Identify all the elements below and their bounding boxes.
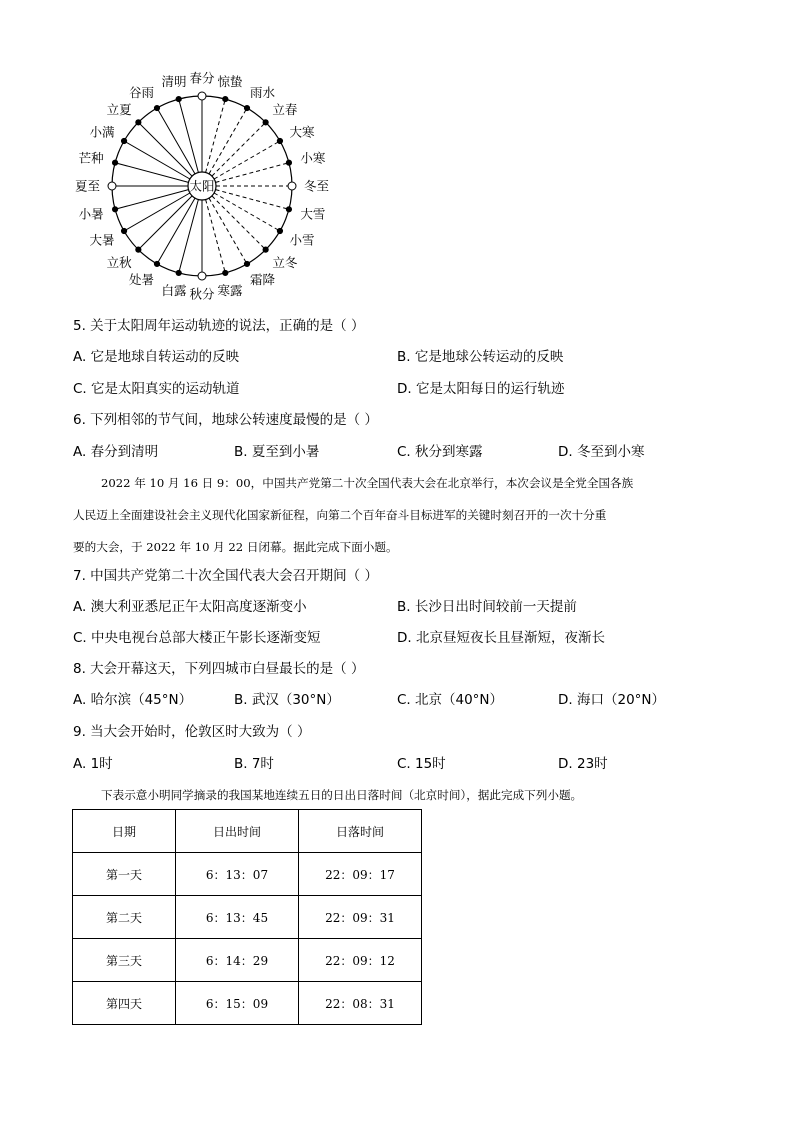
table-cell-sunset: 22：08：31 [299, 982, 422, 1025]
sun-ray-line [138, 122, 192, 176]
question-8-option-d[interactable]: D. 海口（20°N） [558, 692, 666, 708]
table-header-sunrise: 日出时间 [176, 810, 299, 853]
term-marker [112, 160, 117, 165]
passage-line-1: 2022 年 10 月 16 日 9：00，中国共产党第二十次全国代表大会在北京举行，本次会议是全党全国各族 [101, 476, 634, 490]
sun-ray-line [124, 141, 190, 179]
question-9-option-a[interactable]: A. 1时 [73, 756, 113, 772]
solar-term-label: 白露 [161, 282, 187, 298]
question-9-option-b[interactable]: B. 7时 [234, 756, 274, 772]
solar-term-label: 立秋 [106, 254, 132, 270]
sun-ray-line [212, 196, 266, 250]
table-cell-day: 第一天 [73, 853, 176, 896]
term-marker [121, 228, 126, 233]
term-marker [176, 96, 181, 101]
solar-term-label: 秋分 [189, 286, 215, 302]
term-marker [263, 247, 268, 252]
term-marker [286, 160, 291, 165]
term-marker [223, 270, 228, 275]
table-cell-sunrise: 6：13：07 [176, 853, 299, 896]
term-marker [263, 120, 268, 125]
sun-ray-line [212, 122, 266, 176]
sun-ray-line [115, 163, 188, 183]
solar-term-label: 小暑 [78, 206, 104, 222]
solar-term-label: 冬至 [304, 178, 330, 194]
table-cell-day: 第二天 [73, 896, 176, 939]
question-9-stem: 9. 当大会开始时，伦敦区时大致为（ ） [73, 724, 311, 740]
solar-term-label: 霜降 [250, 272, 276, 288]
solar-term-label: 小满 [89, 124, 115, 140]
sun-ray-line [206, 99, 226, 172]
solar-term-label: 谷雨 [128, 84, 154, 100]
term-marker [244, 105, 249, 110]
question-7-option-d[interactable]: D. 北京昼短夜长且昼渐短，夜渐长 [397, 630, 605, 646]
solar-term-label: 寒露 [217, 282, 243, 298]
question-8-option-c[interactable]: C. 北京（40°N） [397, 692, 504, 708]
term-marker [244, 261, 249, 266]
question-6-option-a[interactable]: A. 春分到清明 [73, 444, 159, 460]
sun-ray-line [138, 196, 192, 250]
passage-line-3: 要的大会，于 2022 年 10 月 22 日闭幕。据此完成下面小题。 [73, 540, 398, 554]
table-cell-sunrise: 6：15：09 [176, 982, 299, 1025]
table-row [73, 853, 422, 896]
solar-term-label: 大暑 [89, 232, 115, 248]
question-5-option-d[interactable]: D. 它是太阳每日的运行轨迹 [397, 381, 565, 397]
major-term-marker [288, 182, 296, 190]
term-marker [154, 261, 159, 266]
solar-term-label: 立冬 [272, 254, 298, 270]
solar-term-label: 夏至 [74, 178, 100, 194]
sun-ray-line [157, 198, 195, 264]
sun-ray-line [214, 193, 280, 231]
table-cell-day: 第三天 [73, 939, 176, 982]
sun-ray-line [214, 141, 280, 179]
table-cell-sunset: 22：09：17 [299, 853, 422, 896]
question-6-stem: 6. 下列相邻的节气间，地球公转速度最慢的是（ ） [73, 412, 378, 428]
solar-term-label: 小雪 [289, 232, 315, 248]
solar-term-label: 芒种 [78, 150, 104, 166]
question-5-option-a[interactable]: A. 它是地球自转运动的反映 [73, 349, 240, 365]
question-6-option-b[interactable]: B. 夏至到小暑 [234, 444, 320, 460]
term-marker [223, 96, 228, 101]
term-marker [112, 207, 117, 212]
table-header-row [73, 810, 422, 853]
table-header-date: 日期 [73, 810, 176, 853]
term-marker [286, 207, 291, 212]
sunrise-sunset-table [72, 809, 422, 1025]
term-marker [154, 105, 159, 110]
solar-term-label: 小寒 [300, 150, 326, 166]
sun-label: 太阳 [189, 178, 215, 194]
solar-term-label: 立夏 [106, 102, 132, 118]
table-cell-day: 第四天 [73, 982, 176, 1025]
solar-term-label: 清明 [161, 74, 187, 90]
solar-term-label: 大雪 [300, 206, 326, 222]
table-intro: 下表示意小明同学摘录的我国某地连续五日的日出日落时间（北京时间），据此完成下列小题。 [101, 788, 583, 802]
question-8-stem: 8. 大会开幕这天，下列四城市白昼最长的是（ ） [73, 661, 365, 677]
sun-ray-line [216, 163, 289, 183]
question-9-option-c[interactable]: C. 15时 [397, 756, 446, 772]
question-8-option-a[interactable]: A. 哈尔滨（45°N） [73, 692, 193, 708]
question-5-stem: 5. 关于太阳周年运动轨迹的说法，正确的是（ ） [73, 318, 365, 334]
solar-term-label: 惊蛰 [217, 74, 243, 90]
question-7-stem: 7. 中国共产党第二十次全国代表大会召开期间（ ） [73, 568, 378, 584]
sun-ray-line [115, 190, 188, 210]
question-9-option-d[interactable]: D. 23时 [558, 756, 608, 772]
term-marker [277, 138, 282, 143]
table-cell-sunset: 22：09：31 [299, 896, 422, 939]
question-7-option-a[interactable]: A. 澳大利亚悉尼正午太阳高度逐渐变小 [73, 599, 307, 615]
sun-ray-line [216, 190, 289, 210]
passage [73, 467, 725, 563]
term-marker [136, 120, 141, 125]
question-7-option-b[interactable]: B. 长沙日出时间较前一天提前 [397, 599, 577, 615]
question-5-option-b[interactable]: B. 它是地球公转运动的反映 [397, 349, 564, 365]
major-term-marker [198, 92, 206, 100]
table-cell-sunrise: 6：13：45 [176, 896, 299, 939]
question-8-option-b[interactable]: B. 武汉（30°N） [234, 692, 340, 708]
question-6-option-d[interactable]: D. 冬至到小寒 [558, 444, 645, 460]
question-7-option-c[interactable]: C. 中央电视台总部大楼正午影长逐渐变短 [73, 630, 321, 646]
solar-terms-diagram [60, 62, 360, 307]
term-marker [136, 247, 141, 252]
table-cell-sunset: 22：09：12 [299, 939, 422, 982]
solar-term-label: 大寒 [289, 124, 315, 140]
solar-term-label: 处暑 [128, 272, 154, 288]
sun-ray-line [206, 200, 226, 273]
table-row [73, 982, 422, 1025]
table-cell-sunrise: 6：14：29 [176, 939, 299, 982]
term-marker [277, 228, 282, 233]
solar-term-label: 春分 [189, 70, 215, 86]
sun-ray-line [157, 108, 195, 174]
term-marker [121, 138, 126, 143]
table-row [73, 896, 422, 939]
question-5-option-c[interactable]: C. 它是太阳真实的运动轨道 [73, 381, 240, 397]
major-term-marker [108, 182, 116, 190]
term-marker [176, 270, 181, 275]
major-term-marker [198, 272, 206, 280]
question-6-option-c[interactable]: C. 秋分到寒露 [397, 444, 483, 460]
solar-term-label: 雨水 [250, 84, 276, 100]
table-header-sunset: 日落时间 [299, 810, 422, 853]
sun-ray-line [209, 108, 247, 174]
sun-ray-line [179, 99, 199, 172]
table-row [73, 939, 422, 982]
sun-ray-line [124, 193, 190, 231]
solar-term-label: 立春 [272, 102, 298, 118]
sun-ray-line [209, 198, 247, 264]
passage-line-2: 人民迈上全面建设社会主义现代化国家新征程，向第二个百年奋斗目标进军的关键时刻召开的一次十分重 [73, 508, 607, 522]
sun-ray-line [179, 200, 199, 273]
